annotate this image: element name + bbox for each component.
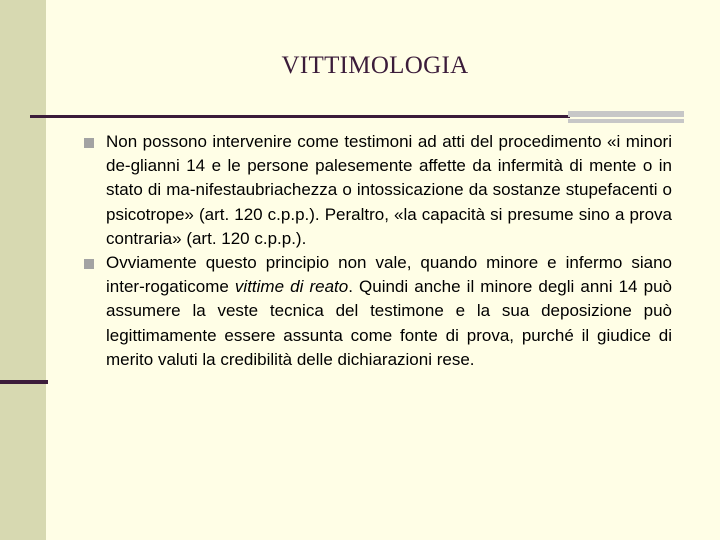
bullet-item	[84, 130, 672, 251]
title-rule-accent-top	[568, 111, 684, 117]
square-bullet-icon	[84, 259, 94, 269]
slide-body	[84, 130, 672, 372]
bullet-text	[106, 253, 672, 369]
title-rule-accent-bottom	[568, 119, 684, 123]
slide-title: VITTIMOLOGIA	[281, 52, 469, 79]
left-decorative-band	[0, 0, 46, 540]
bullet-text-part: Ovviamente questo principio non vale, quando minore e infermo siano inter-rogaticome	[106, 253, 672, 297]
bullet-text: Non possono intervenire come testimoni ad atti del procedimento «i minori de-glianni 14 e le persone palesemente affette da infermità di mente o in stato di ma-nifestaubriachezza o intossicazione da sostanze stupefacenti o psicotrope» (art. 120 c.p.p.). Peraltro, «la capacità si presume sino a prova contraria» (art. 120 c.p.p.).	[106, 132, 672, 248]
square-bullet-icon	[84, 138, 94, 148]
title-underline-rule	[30, 115, 570, 118]
bullet-item	[84, 251, 672, 372]
bullet-text-part: . Quindi anche il minore degli anni 14 può assumere la veste tecnica del testimone e la sua deposizione può legittimamente essere assunta come fonte di prova, purché il giudice di merito valuti la credibilità delle dichiarazioni rese.	[106, 277, 672, 369]
left-band-accent-line	[0, 380, 48, 384]
bullet-text-italic: vittime di reato	[234, 277, 349, 297]
